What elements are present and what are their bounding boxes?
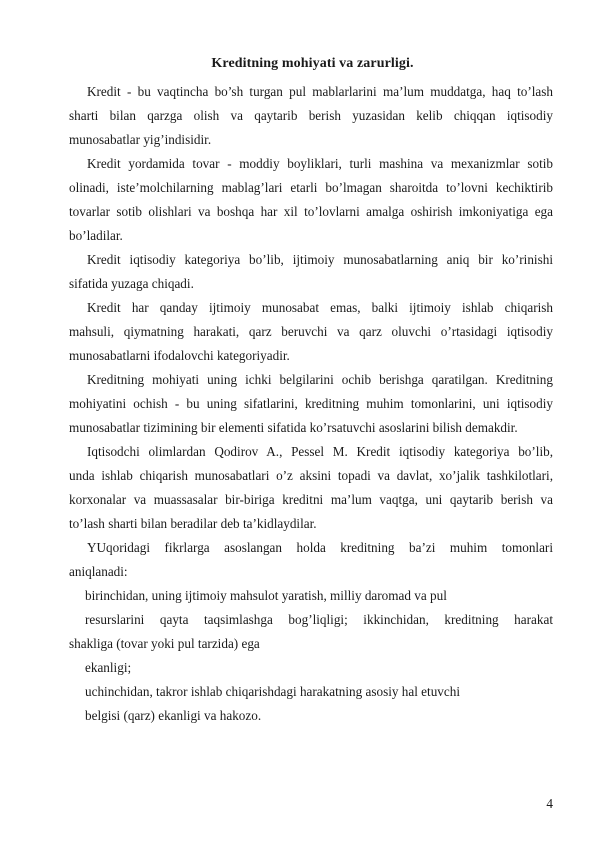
- paragraph-line: unda ishlab chiqarish munosabatlari o’z aksini topadi va davlat, xo’jalik tashkilotlari,: [69, 468, 553, 483]
- paragraph-line: Kredit yordamida tovar - moddiy boyliklari, turli mashina va mexanizmlar sotib: [87, 156, 553, 171]
- list-line: shakliga (tovar yoki pul tarzida) ega: [69, 636, 260, 651]
- paragraph-line: bo’ladilar.: [69, 228, 123, 243]
- paragraph-line: aniqlanadi:: [69, 564, 128, 579]
- paragraph-line: sifatida yuzaga chiqadi.: [69, 276, 194, 291]
- list-line: ekanligi;: [85, 660, 132, 675]
- paragraph-line: munosabatlar tizimining bir elementi sifatida ko’rsatuvchi asoslarini bilish demakdir.: [69, 420, 518, 435]
- paragraph-line: olinadi, iste’molchilarning mablag’lari etarli bo’lmagan sharoitda to’lovni kechiktirib: [69, 180, 553, 195]
- paragraph-line: sharti bilan qarzga olish va qaytarib berish yuzasidan kelib chiqqan iqtisodiy: [69, 108, 553, 123]
- paragraph-line: mahsuli, qiymatning harakati, qarz beruvchi va qarz oluvchi o’rtasidagi iqtisodiy: [69, 324, 553, 339]
- list-line: birinchidan, uning ijtimoiy mahsulot yaratish, milliy daromad va pul: [85, 588, 447, 603]
- paragraph-line: munosabatlarni ifodalovchi kategoriyadir.: [69, 348, 290, 363]
- list-line: uchinchidan, takror ishlab chiqarishdagi harakatning asosiy hal etuvchi: [85, 684, 461, 699]
- paragraph-line: mohiyatini ochish - bu uning sifatlarini, kreditning muhim tomonlarini, uni iqtisodiy: [69, 396, 553, 411]
- list-line: belgisi (qarz) ekanligi va hakozo.: [85, 708, 262, 723]
- page-title: Kreditning mohiyati va zarurligi.: [211, 56, 414, 71]
- list-line: resurslarini qayta taqsimlashga bog’liqligi; ikkinchidan, kreditning harakat: [85, 612, 553, 627]
- paragraph-line: Kreditning mohiyati uning ichki belgilarini ochib berishga qaratilgan. Kreditning: [87, 372, 553, 387]
- paragraph-line: Kredit - bu vaqtincha bo’sh turgan pul mablarlarini ma’lum muddatga, haq to’lash: [87, 84, 553, 99]
- paragraph-line: YUqoridagi fikrlarga asoslangan holda kreditning ba’zi muhim tomonlari: [87, 540, 553, 555]
- paragraph-line: Iqtisodchi olimlardan Qodirov A., Pessel M. Kredit iqtisodiy kategoriya bo’lib,: [87, 444, 553, 459]
- paragraph-line: Kredit har qanday ijtimoiy munosabat emas, balki ijtimoiy ishlab chiqarish: [87, 300, 553, 315]
- paragraph-line: munosabatlar yig’indisidir.: [69, 132, 212, 147]
- paragraph-line: Kredit iqtisodiy kategoriya bo’lib, ijtimoiy munosabatlarning aniq bir ko’rinishi: [87, 252, 553, 267]
- paragraph-line: tovarlar sotib olishlari va boshqa har xil to’lovlarni amalga oshirish imkoniyatiga ega: [69, 204, 553, 219]
- paragraph-line: to’lash sharti bilan beradilar deb ta’kidlaydilar.: [69, 516, 317, 531]
- paragraph-line: korxonalar va muassasalar bir-biriga kreditni ma’lum vaqtga, uni qaytarib berish va: [69, 492, 553, 507]
- page-number: 4: [546, 796, 553, 811]
